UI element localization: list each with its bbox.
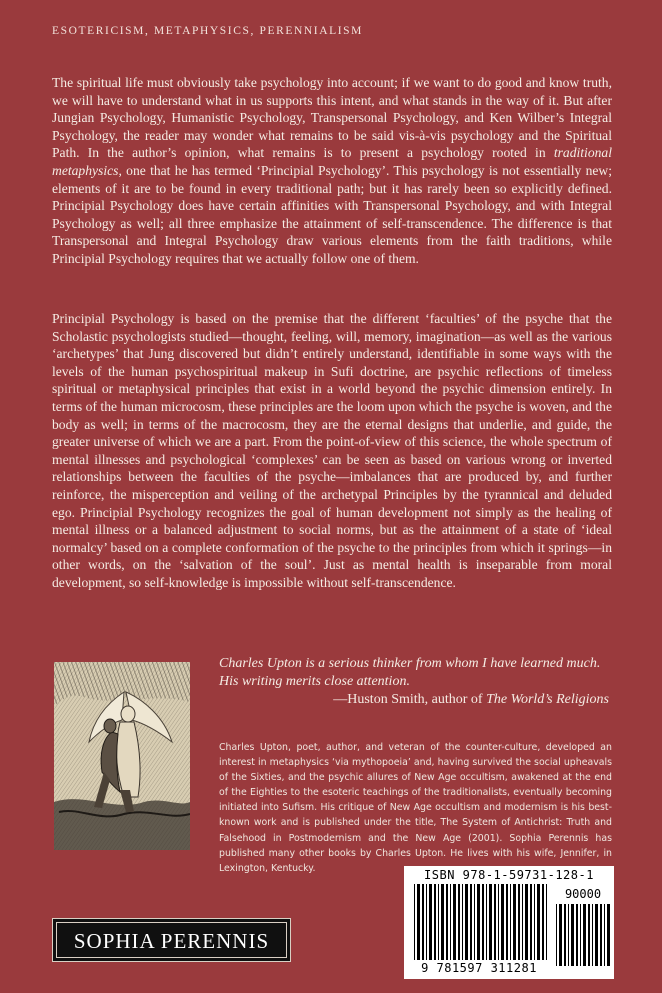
isbn-number: ISBN 978-1-59731-128-1	[424, 868, 594, 882]
description-text: , one that he has termed ‘Principial Psychology’. This psychology is not essentially new; elements of it are to be found in every traditional path; but it has rarely been so explicitly defined. Principial Psychology does have certain affinities with Transpersonal Psychology, and with Integral Psychology as well; all three emphasize the attainment of self-transcendence. The difference is that Transpersonal and Integral Psychology draw various elements from the faith traditions, while Principial Psychology requires that we actually follow one of them.	[52, 162, 612, 266]
category-label: ESOTERICISM, METAPHYSICS, PERENNIALISM	[52, 25, 363, 37]
isbn-barcode	[404, 866, 614, 979]
ean-digits: 9 781597 311281	[421, 961, 537, 975]
engraving-illustration	[54, 662, 190, 850]
author-bio: Charles Upton, poet, author, and veteran of the counter-culture, developed an interest in metaphysics ‘via mythopoeia’ and, having survived the social upheavals of the Sixties, and the psychic allures of New Age occultism, awakened at the end of the Eighties to the esoteric teachings of the traditionalists, eventually becoming initiated into Sufism. His critique of New Age occultism and modernism is his best-known work and is published under the title, The System of Antichrist: Truth and Falsehood in Postmodernism and the New Age (2001). Sophia Perennis has published many other books by Charles Upton. He lives with his wife, Jennifer, in Lexington, Kentucky.	[219, 742, 612, 874]
price-code: 90000	[564, 887, 602, 901]
endorsement-quote: Charles Upton is a serious thinker from whom I have learned much. His writing merits close attention.	[219, 656, 601, 689]
description-paragraph-1	[52, 74, 612, 268]
attribution-book-title: The World’s Religions	[486, 692, 609, 707]
description-paragraph-2: Principial Psychology is based on the premise that the different ‘faculties’ of the psyche that the Scholastic psychologists studied—thought, feeling, will, memory, imagination—as well as the various ‘archetypes’ that Jung discovered but didn’t entirely understand, identifiable in some ways with the levels of the human psychospiritual makeup in Sufi doctrine, are psychic reflections of timeless spiritual or metaphysical principles that exist in a world beyond the psychic dimension entirely. In terms of the human microcosm, these principles are the loom upon which the psyche is woven, and the body as well; in terms of the macrocosm, they are the eternal designs that underlie, and guide, the greater universe of which we are a part. From the point-of-view of this science, the whole spectrum of mental illnesses and psychological ‘complexes’ can be seen as based on various wrong or inverted relationships between the faculties of the psyche—imbalances that are produced by, and further reinforce, the misperception and veiling of the archetypal Principles by the tyrannical and deluded ego. Principial Psychology recognizes the goal of human development not simply as the healing of mental illness or a balanced adjustment to social norms, but as the attainment of a state of ‘ideal normalcy’ based on a complete conformation of the psyche to the principles from which it springs—in other words, on the ‘salvation of the soul’. Just as mental health is inseparable from moral development, so self-knowledge is impossible without self-transcendence.	[52, 311, 612, 590]
emphasized-term: traditional metaphysics	[52, 145, 612, 178]
publisher-logo	[52, 918, 291, 962]
endorsement-attribution	[333, 691, 609, 709]
attribution-text: —Huston Smith, author of	[333, 692, 487, 707]
publisher-name: SOPHIA PERENNIS	[73, 929, 270, 953]
jacob-wrestling-angel-engraving	[54, 662, 190, 850]
description-text: The spiritual life must obviously take psychology into account; if we want to do good and know truth, we will have to understand what in us supports this intent, and what stands in the way of it. But after Jungian Psychology, Humanistic Psychology, Transpersonal Psychology, and Ken Wilber’s Integral Psychology, the reader may wonder what remains to be said vis-à-vis psychology and the Spiritual Path. In the author’s opinion, what remains is to present a psychology rooted in	[52, 75, 612, 161]
